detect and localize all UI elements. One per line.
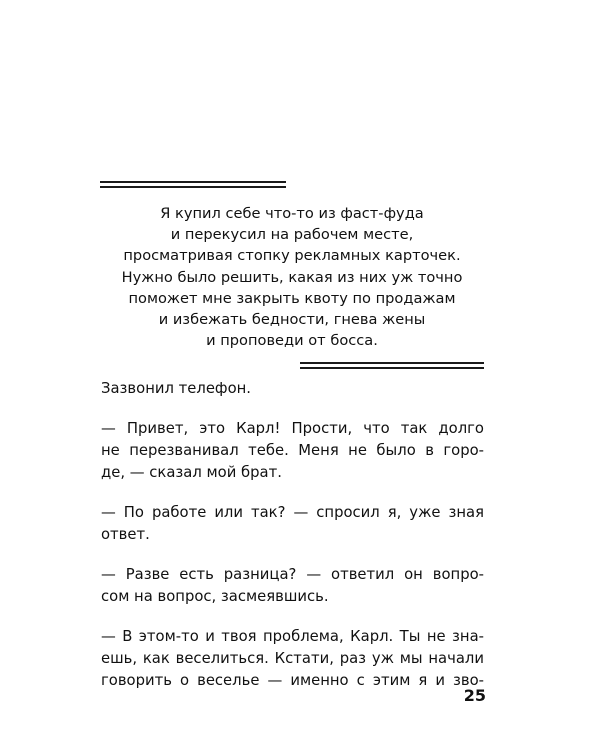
- text-line: сом на вопрос, засмеявшись.: [101, 588, 329, 605]
- pull-quote-line: просматривая стопку рекламных карточек.: [123, 247, 461, 265]
- text-line: говорить о веселье — именно с этим я и зво-: [101, 672, 484, 689]
- pull-quote-line: и избежать бедности, гнева жены: [158, 311, 426, 329]
- page-number: 25: [463, 686, 486, 705]
- paragraph: [101, 564, 484, 608]
- pull-quote: [100, 203, 484, 351]
- pull-quote-line: Я купил себе что-то из фаст-фуда: [160, 205, 424, 222]
- text-line: ответ.: [101, 526, 150, 543]
- pull-quote-line: поможет мне закрыть квоту по продажам: [128, 289, 456, 307]
- text-line: — Разве есть разница? — ответил он вопро-: [101, 566, 484, 583]
- text-line: — По работе или так? — спросил я, уже зная: [101, 504, 484, 521]
- text-line: ешь, как веселиться. Кстати, раз уж мы начали: [101, 650, 484, 667]
- paragraph: [101, 502, 484, 546]
- pull-quote-line: Нужно было решить, какая из них уж точно: [121, 268, 463, 286]
- body-text: [101, 378, 484, 710]
- paragraph: [101, 378, 484, 400]
- text-line: де, — сказал мой брат.: [101, 464, 282, 481]
- paragraph: [101, 418, 484, 484]
- text-line: Зазвонил телефон.: [101, 380, 252, 397]
- paragraph: [101, 626, 484, 692]
- pull-quote-line: и проповеди от босса.: [206, 332, 378, 350]
- callout-bottom-rule: [300, 362, 484, 370]
- callout-top-rule: [100, 181, 286, 189]
- text-line: — Привет, это Карл! Прости, что так долго: [101, 420, 484, 437]
- pull-quote-line: и перекусил на рабочем месте,: [170, 226, 414, 244]
- text-line: — В этом-то и твоя проблема, Карл. Ты не зна-: [101, 628, 484, 645]
- text-line: не перезванивал тебе. Меня не было в горо-: [101, 442, 484, 459]
